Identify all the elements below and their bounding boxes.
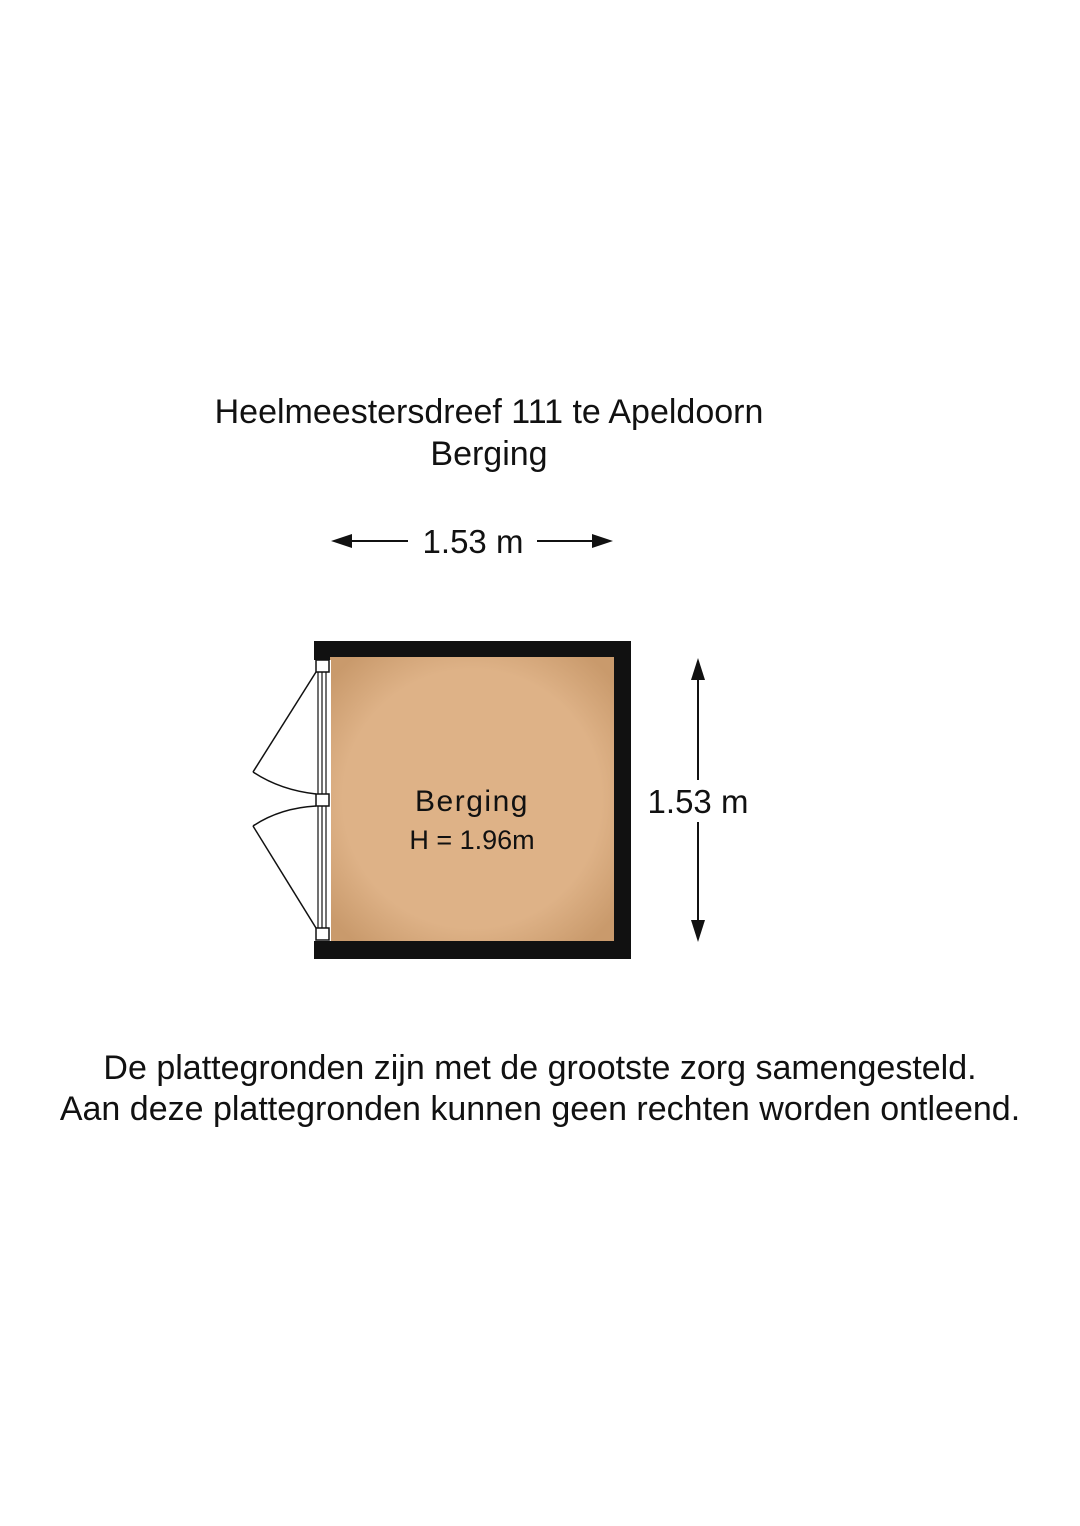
arrow-right-icon [592,534,613,548]
plan-floor-title: Berging [430,435,548,473]
arrow-left-icon [331,534,352,548]
arrow-up-icon [691,658,705,680]
room-height-label: H = 1.96m [409,825,535,855]
disclaimer-text [0,1048,1080,1130]
plan-address-title: Heelmeestersdreef 111 te Apeldoorn [214,393,764,431]
width-label: 1.53 m [422,523,524,560]
double-door [253,660,331,941]
room-name-label: Berging [415,785,529,818]
depth-dimension [636,658,760,942]
disclaimer-line-1: De plattegronden zijn met de grootste zorg samengesteld. [103,1049,977,1087]
disclaimer-line-2: Aan deze plattegronden kunnen geen rechten worden ontleend. [59,1090,1021,1128]
arrow-down-icon [691,920,705,942]
depth-label: 1.53 m [647,783,749,820]
width-dimension [331,523,613,560]
